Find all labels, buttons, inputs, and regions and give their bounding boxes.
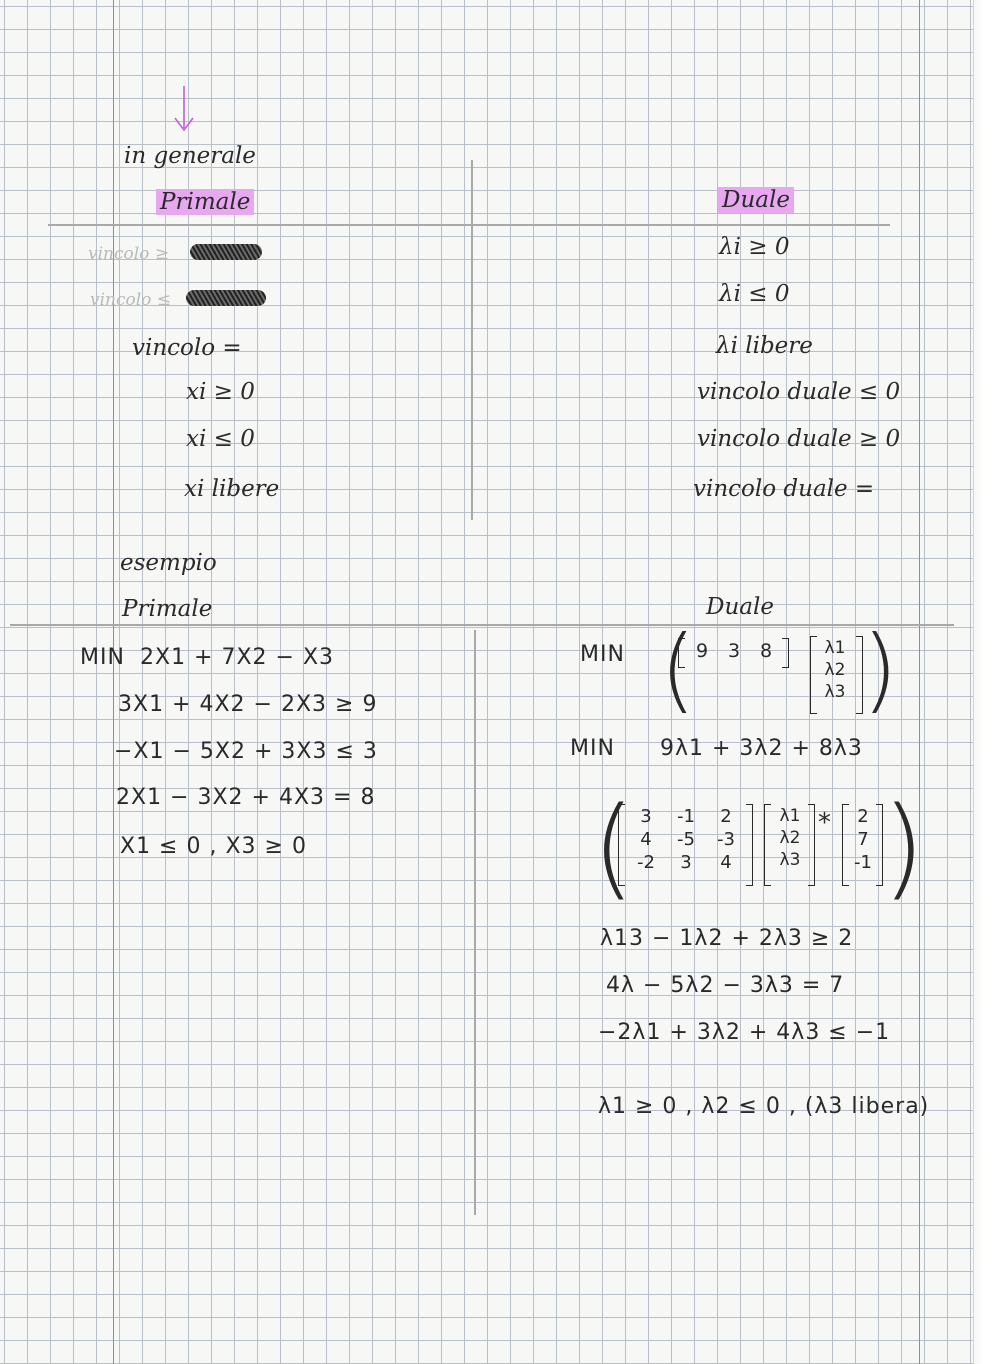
rhs-entry: -1 <box>854 852 872 873</box>
down-arrow-icon <box>170 84 200 134</box>
dual-objective: 9λ1 + 3λ2 + 8λ3 <box>660 736 863 761</box>
dual-constraint-1: λ13 − 1λ2 + 2λ3 ≥ 2 <box>600 926 854 951</box>
lambda-column-vector-2 <box>770 806 810 870</box>
matrix-entry: -5 <box>677 829 695 850</box>
primal-row-3: vincolo = <box>132 335 242 361</box>
page-edge <box>973 0 1000 1364</box>
general-vertical-rule <box>471 160 473 520</box>
primal-row-5: xi ≤ 0 <box>186 426 255 452</box>
open-paren: ( <box>592 783 635 911</box>
cost-entry: 3 <box>727 640 741 662</box>
dual-min-label-1: MIN <box>580 642 625 667</box>
cost-row-vector <box>686 640 782 662</box>
dual-title-text: Duale <box>718 187 794 213</box>
primal-constraint-3: 2X1 − 3X2 + 4X3 = 8 <box>116 785 376 810</box>
general-dual-title <box>718 189 794 212</box>
dual-sign-conditions: λ1 ≥ 0 , λ2 ≤ 0 , (λ3 libera) <box>598 1094 930 1119</box>
scribble-mark <box>190 244 262 260</box>
lambda-column-vector <box>818 638 852 702</box>
matrix-entry: 3 <box>640 806 652 827</box>
general-horizontal-rule <box>48 224 890 226</box>
primal-row-2: vincolo ≤ <box>90 290 172 310</box>
cost-entry: 8 <box>759 640 773 662</box>
lambda-entry: λ2 <box>779 828 801 848</box>
lambda-entry: λ2 <box>824 660 846 680</box>
primal-objective-label: MIN <box>80 645 125 670</box>
matrix-entry: -1 <box>677 806 695 827</box>
dual-row-2: λi ≤ 0 <box>719 281 790 307</box>
bracket-right <box>782 638 789 668</box>
dual-row-5: vincolo duale ≥ 0 <box>697 426 901 452</box>
dual-constraint-3: −2λ1 + 3λ2 + 4λ3 ≤ −1 <box>598 1020 891 1045</box>
primal-constraint-1: 3X1 + 4X2 − 2X3 ≥ 9 <box>118 692 378 717</box>
lambda-entry: λ3 <box>824 682 846 702</box>
dual-min-label-2: MIN <box>570 736 615 761</box>
example-vertical-rule <box>474 630 476 1215</box>
general-primal-title <box>156 191 254 214</box>
example-dual-title: Duale <box>706 594 774 620</box>
lambda-entry: λ1 <box>779 806 801 826</box>
primal-constraint-2: −X1 − 5X2 + 3X3 ≤ 3 <box>114 739 378 764</box>
rhs-entry: 2 <box>857 806 869 827</box>
bracket-left <box>810 636 817 714</box>
bracket-left <box>618 804 625 886</box>
primal-row-1: vincolo ≥ <box>88 244 170 264</box>
matrix-entry: -2 <box>637 852 655 873</box>
primal-objective: 2X1 + 7X2 − X3 <box>140 645 335 670</box>
matrix-entry: 4 <box>720 852 732 873</box>
cost-entry: 9 <box>695 640 709 662</box>
close-paren: ) <box>862 616 898 723</box>
rhs-column-vector <box>848 806 878 873</box>
primal-row-6: xi libere <box>184 476 280 502</box>
open-paren: ( <box>660 616 696 723</box>
coefficient-matrix <box>626 806 746 873</box>
dual-row-6: vincolo duale = <box>693 476 875 502</box>
dual-constraint-2: 4λ − 5λ2 − 3λ3 = 7 <box>606 973 845 998</box>
example-primal-title: Primale <box>122 596 213 622</box>
dual-row-4: vincolo duale ≤ 0 <box>697 379 901 405</box>
dual-row-3: λi libere <box>716 333 813 359</box>
lambda-entry: λ1 <box>824 638 846 658</box>
primal-title-text: Primale <box>156 189 254 215</box>
bracket-right <box>808 804 815 886</box>
dual-row-1: λi ≥ 0 <box>719 234 790 260</box>
scribble-mark <box>186 290 266 306</box>
rhs-entry: 7 <box>857 829 869 850</box>
multiply-sign: * <box>818 808 832 838</box>
close-paren: ) <box>882 783 925 911</box>
left-margin-line <box>113 0 114 1364</box>
general-heading: in generale <box>124 143 256 169</box>
example-heading: esempio <box>120 550 217 576</box>
matrix-entry: 3 <box>680 852 692 873</box>
example-horizontal-rule <box>10 624 954 626</box>
matrix-entry: 4 <box>640 829 652 850</box>
bracket-right <box>746 804 753 886</box>
matrix-entry: 2 <box>720 806 732 827</box>
primal-constraint-4: X1 ≤ 0 , X3 ≥ 0 <box>120 834 307 859</box>
primal-row-4: xi ≥ 0 <box>186 379 255 405</box>
matrix-entry: -3 <box>717 829 735 850</box>
right-margin-line <box>919 0 920 1364</box>
lambda-entry: λ3 <box>779 850 801 870</box>
bracket-left <box>678 638 685 668</box>
